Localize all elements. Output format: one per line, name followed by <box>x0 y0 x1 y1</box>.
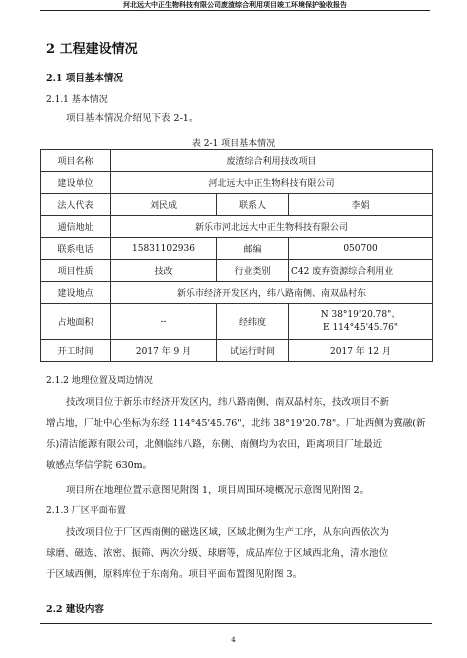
cell-value-coordinates <box>289 304 433 340</box>
cell-label: 项目名称 <box>41 150 111 172</box>
footer-divider <box>40 623 432 624</box>
paragraph-line: 球磨、磁选、浓密、振筛、两次分级、球磨等，成品库位于区域西北角，清水池位 <box>46 548 389 559</box>
cell-value: 2017 年 12 月 <box>289 340 433 362</box>
cell-label: 经纬度 <box>217 304 289 340</box>
paragraph-line: 技改项目位于厂区西南侧的磁选区域，区域北侧为生产工序，从东向西依次为 <box>66 527 390 538</box>
cell-value: 刘民成 <box>111 194 217 216</box>
cell-value: 河北远大中正生物科技有限公司 <box>111 172 433 194</box>
table-caption: 表 2-1 项目基本情况 <box>191 139 276 149</box>
section-title: 2 工程建设情况 <box>46 42 138 57</box>
cell-label: 建设地点 <box>41 282 111 304</box>
coordinate-north: N 38°19'20.78"、 <box>320 309 401 320</box>
cell-label: 占地面积 <box>41 304 111 340</box>
cell-label: 行业类别 <box>217 260 289 282</box>
subsection-title-2-1-2: 2.1.2 地理位置及周边情况 <box>46 376 153 386</box>
running-header: 河北远大中正生物科技有限公司废渣综合利用项目竣工环境保护验收报告 <box>40 0 430 11</box>
page-number: 4 <box>231 636 236 644</box>
coordinate-east: E 114°45'45.76" <box>323 322 398 333</box>
table-row <box>41 340 433 362</box>
cell-label: 联系电话 <box>41 238 111 260</box>
cell-label: 建设单位 <box>41 172 111 194</box>
paragraph-line: 于区域西侧，原料库位于东南角。项目平面布置图见附图 3。 <box>46 569 303 580</box>
cell-label: 邮编 <box>217 238 289 260</box>
table-row <box>41 194 433 216</box>
cell-value: 050700 <box>289 238 433 260</box>
cell-label: 通信地址 <box>41 216 111 238</box>
table-row <box>41 216 433 238</box>
cell-value: 李娟 <box>289 194 433 216</box>
cell-label: 法人代表 <box>41 194 111 216</box>
paragraph-line: 项目所在地理位置示意图见附图 1，项目周围环境概况示意图见附图 2。 <box>66 485 370 496</box>
cell-value: 废渣综合利用技改项目 <box>111 150 433 172</box>
cell-label: 项目性质 <box>41 260 111 282</box>
cell-value: 2017 年 9 月 <box>111 340 217 362</box>
cell-label: 开工时间 <box>41 340 111 362</box>
paragraph-line: 增占地，厂址中心坐标为东经 114°45'45.76"，北纬 38°19'20.78"。厂址西侧为冀融(新 <box>46 418 426 429</box>
cell-value: 15831102936 <box>111 238 217 260</box>
table-row <box>41 260 433 282</box>
project-info-table <box>40 149 433 362</box>
intro-paragraph: 项目基本情况介绍见下表 2-1。 <box>66 113 199 124</box>
cell-value: 新乐市河北远大中正生物科技有限公司 <box>111 216 433 238</box>
cell-value: C42 废弃资源综合利用业 <box>289 260 433 282</box>
paragraph-line: 乐)清洁能源有限公司，北侧临纬八路，东侧、南侧均为农田，距离项目厂址最近 <box>46 439 383 450</box>
paragraph-line: 敏感点华信学院 630m。 <box>46 460 153 471</box>
subsection-title-2-1: 2.1 项目基本情况 <box>46 73 123 84</box>
subsection-title-2-2: 2.2 建设内容 <box>46 604 104 615</box>
subsection-title-2-1-1: 2.1.1 基本情况 <box>46 95 108 105</box>
cell-value: 新乐市经济开发区内，纬八路南侧、南双晶村东 <box>111 282 433 304</box>
cell-value: -- <box>111 304 217 340</box>
table-row <box>41 238 433 260</box>
table-row <box>41 172 433 194</box>
cell-label: 试运行时间 <box>217 340 289 362</box>
cell-value: 技改 <box>111 260 217 282</box>
table-row <box>41 282 433 304</box>
paragraph-line: 技改项目位于新乐市经济开发区内，纬八路南侧、南双晶村东，技改项目不新 <box>66 397 390 408</box>
table-row <box>41 304 433 340</box>
subsection-title-2-1-3: 2.1.3 厂区平面布置 <box>46 506 126 516</box>
table-row <box>41 150 433 172</box>
cell-label: 联系人 <box>217 194 289 216</box>
